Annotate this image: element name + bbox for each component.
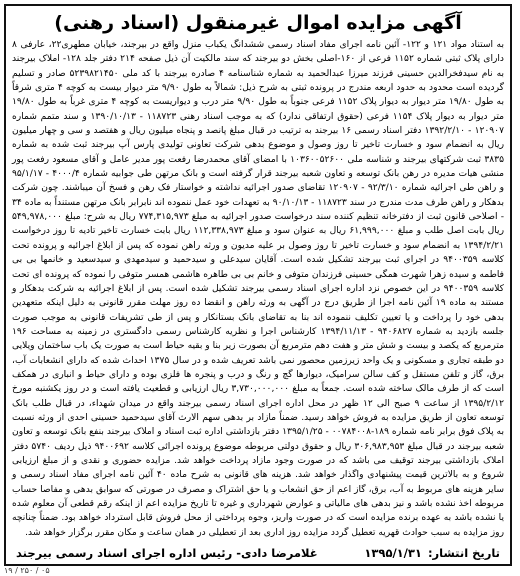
publish-date xyxy=(364,546,500,560)
notice-code: ۱۹ / ۲۵۰ / ۰۵ xyxy=(4,566,50,575)
notice-body: به استناد مواد ۱۲۱ و ۱۲۲- آئین نامه اجرای مفاد اسناد رسمی ششدانگ یکباب منزل واقع در بیرجند، خیابان مطهری۲۲، عارفی ۸ دارای پلاک ثبتی شماره ۱۱۵۲ فرعی از ۱۶۰-اصلی بخش دو بیرجند که سند مالکیت آن ذیل صفحه ۲۱۴ دفتر جلد ۱۲۸- املاک بیرجند به نام سیدفخرالدین حسینی فرزند میرزا عبدالحمید به شماره شناسنامه ۴ صادره بیرجند با کد ملی ۵۲۳۹۸۲۱۴۵۰ صادر و تسلیم گردیده است محدود به حدود اربعه مندرج در پرونده ثبتی به شرح ذیل: شمالاً به طول ۹/۹۰ متر دیوار بیست به کوچه ۴ متری شرقاً به طول ۱۹/۸۰ متر دیوار به دیوار پلاک ۱۱۵۲ فرعی جنوباً به طول ۹/۹۰ متر درب و دیواریست به کوچه ۴ متری غرباً به طول ۱۹/۸۰ متر دیوار به دیوار پلاک ۱۱۵۴ فرعی (حقوق ارتفاقی ندارد) که به موجب اسناد رهنی ۱۱۸۷۲۳ - ۱۳۹۰/۱۰/۱۳ و سند متمم شماره ۱۲۰۹۰۷ - ۱۳۹۲/۲/۱۰ دفتر اسناد رسمی ۱۶ بیرجند به ترتیب در قبال مبلغ پانصد و پنجاه میلیون ریال و هفتصد و سی و چهار میلیون ریال به انضمام سود و خسارت تاخیر تا روز وصول و موضوع بدهی شرکت تعاونی تولیدی پارس آپ بیرجند ثبت شده به شماره ۳۸۳۵ ثبت شرکتهای بیرجند و شناسه ملی ۱۰۳۶۰۰۵۲۶۰۰ با امضای آقای محمدرضا رفعت پور مدیر عامل و آقای مسعود رفعت پور منشی هیات مدیره در رهن بانک توسعه و تعاون شعبه بیرجند قرار گرفته است و بانک مرتهن طی جوابیه شماره ۴۰۰۰/۴ - ۹۵/۱/۱۷ و راهن طی اجرائیه شماره ۹۲/۳/۱۰ - ۱۲۰۹۰۷ تقاضای صدور اجرائیه نداشته و خواستار فک رهن و فسخ آن میباشند. چون شرکت بدهکار و راهن طرف مدت مندرج در سند ۱۱۸۷۲۳ - ۹۰/۱۰/۱۳ به تعهدات خود عمل ننموده اند نابرابر بانک مرتهن مستنداً به ماده ۳۴ - اصلاحی قانون ثبت از دفترخانه تنظیم کننده سند درخواست صدور اجرائیه به مبلغ ۷۷۴,۳۱۵,۹۷۳ ریال به شرح: مبلغ ۵۴۹,۹۷۸,۰۰۰ ریال بابت اصل طلب و مبلغ ۶۱,۹۹۹,۰۰۰ ریال به عنوان سود و مبلغ ۱۱۲,۳۳۸,۹۷۳ ریال بابت خسارت تاخیر تادیه تا روز درخواست ۱۳۹۴/۲/۲۱ به انضمام سود و خسارت تاخیر تا روز وصول بر علیه مدیون و ورثه راهن نموده که پس از ابلاغ اجرائیه و پرونده تحت کلاسه ۹۴۰۰۳۵۹ در اجرای ثبت بیرجند تشکیل شده است. آقایان سیدعلی و سیدحمید و سیدمهدی و سیدسعید و خانمها بی بی فاطمه و سیده زهرا شهرت همگی حسینی فرزندان متوفی و خانم بی بی طاهره هاشمی همسر متوفی را نموده که پرونده ای تحت کلاسه ۹۴۰۰۳۵۹ در این خصوص نزد اداره اجرای اسناد رسمی بیرجند تشکیل شده است. پس از ابلاغ اجرائیه به شرکت بدهکار و مستند به ماده ۱۹ آئین نامه اجرا از طریق درج در آگهی به ورثه راهن و انقضا ده روز مهلت مقرر قانونی به دلیل اینکه متعهدین بدهی خود را پرداخت و یا تعیین تکلیف ننموده اند بنا به تقاضای بانک بستانکار و پس از طی تشریفات قانونی به موجب صورت جلسه بازدید به شماره ۹۴۰۶۸۲۷ - ۱۳۹۴/۱۱/۱۳ کارشناس اجرا و نظریه کارشناس رسمی دادگستری در زمینه به مساحت ۱۹۶ مترمربع که یکصد و بیست و شش متر و هفت دهم مترمربع آن بصورت زیر بنا و بقیه حیاط است به صورت یک باب ساختمان ویلایی دو طبقه تجاری و مسکونی و یک واحد زیرزمین محصور نمی باشد تعریف شده و در سال ۱۳۷۵ احداث شده که دارای انشعابات آب، برق، گاز و تلفن مستقل و کف سالن سرامیک، دیوارها گچ و رنگ و درب و پنجره ها فلزی بوده و دارای حیاط و انباری در همکف است که از طرف مالک ساخته شده است. جمعاً به مبلغ ۳,۷۳۰,۰۰۰,۰۰۰ ریال ارزیابی و قطعیت یافته است و در روز یکشنبه مورخ ۱۳۹۵/۲/۱۲ از ساعت ۹ صبح الی ۱۲ ظهر در محل اداره اجرای اسناد رسمی بیرجند واقع در میدان شهداء، در قبال طلب بانک توسعه تعاون از طریق مزایده به فروش خواهد رسید. ضمناً مازاد بر بدهی سهم الارث آقای سیدحمید حسینی احدی از ورثه نسبت به پلاک فوق برابر نامه شماره ۱۸۹-۰۰۷۸۴۰۰۸ - ۱۳۹۵/۱/۲۵ دفتر بازداشتی اداره ثبت اسناد و املاک بیرجند بنفع بانک توسعه و تعاون شعبه بیرجند در قبال مبلغ ۳۰۶,۹۸۳,۹۵۳ ریال و حقوق دولتی مربوطه موضوع پرونده اجرائی کلاسه ۹۴۰۰۶۹۲ ذیل ردیف ۵۷۴۰ دفتر املاک بازداشتی بیرجند توقیف می باشد که در صورت وجود مازاد پرداخت خواهد شد. مزایده حضوری و نقدی و از مبلغ ارزیابی شروع و به بالاترین قیمت پیشنهادی واگذار خواهد شد. هزینه های قانونی به شرح ماده ۴۰ آئین نامه اجرای مفاد اسناد رسمی و سایر هزینه های مربوط به آب، برق، گاز اعم از حق انشعاب و یا حق اشتراک و مصرف در صورتی که سوابق بدهی و مفاصا حساب مربوطه اخذ نشده باشد و نیز بدهی های مالیاتی و عوارض شهرداری و غیره تا تاریخ مزایده اعم از اینکه رقم قطعی آن معلوم شده یا نشده باشد به عهده برنده مزایده است که در صورت واریز، وجوه پرداختی از محل فروش قابل استرداد خواهد بود. ضمناً چنانچه روز مزایده به سبب حوادث قهریه تعطیل گردد مزایده روز اداری بعد از تعطیلی در همان ساعت و مکان مقرر برگزار خواهد شد. xyxy=(12,40,505,538)
notice-title: آگهی مزایده اموال غیرمنقول (اسناد رهنی) xyxy=(54,12,462,34)
signature-row xyxy=(12,546,504,560)
notice-frame xyxy=(4,4,512,566)
publish-date-label: تاریخ انتشار: xyxy=(427,546,500,561)
signature: غلامرضا دادی- رئیس اداره اجرای اسناد رسمی بیرجند xyxy=(16,546,318,561)
publish-date-value: ۱۳۹۵/۱/۳۱ xyxy=(364,546,422,561)
